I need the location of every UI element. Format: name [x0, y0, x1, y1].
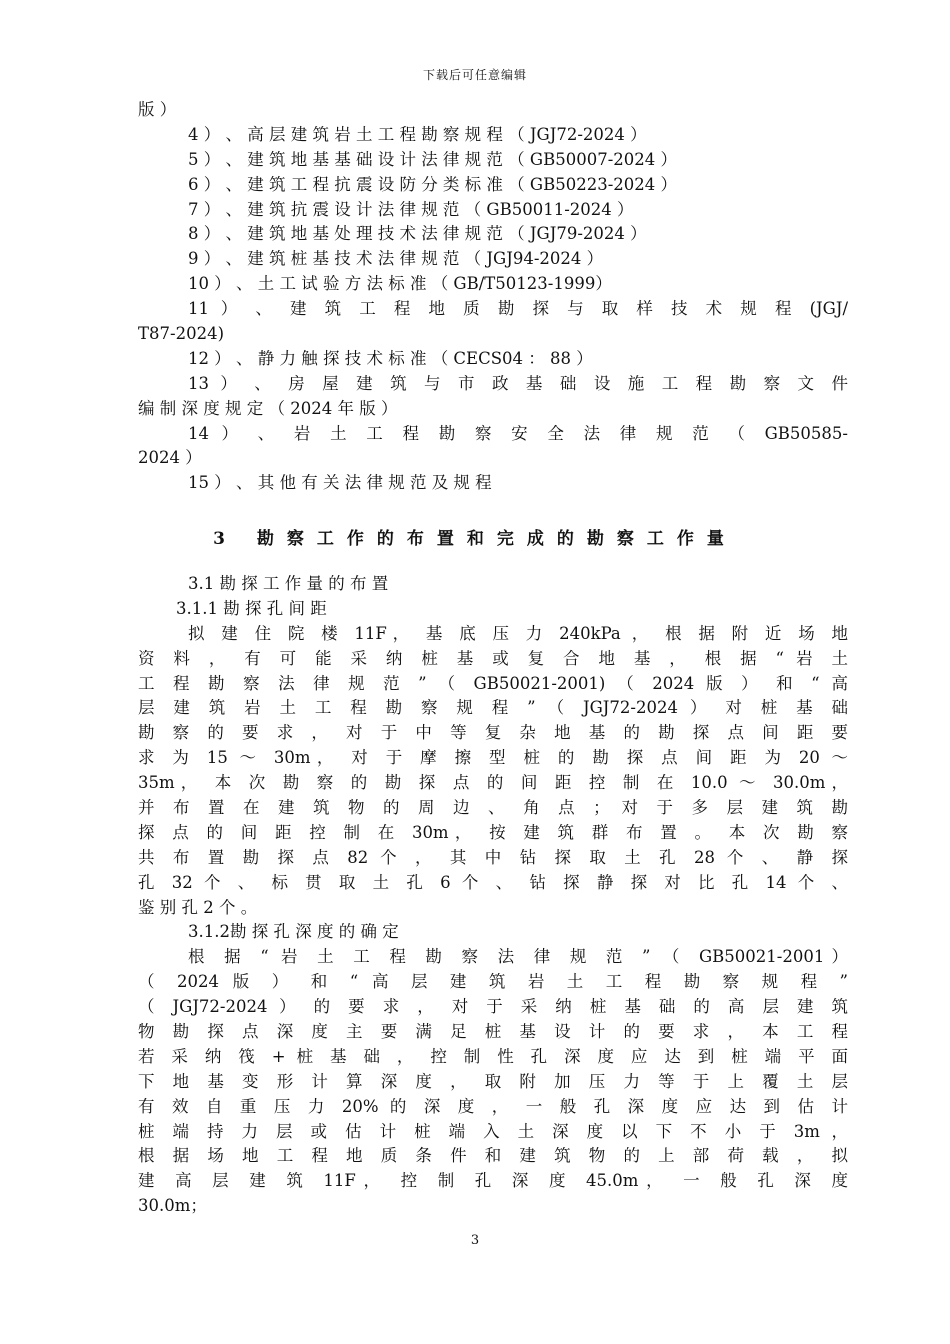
- list-item: 13 ） 、 房 屋 建 筑 与 市 政 基 础 设 施 工 程 勘 察 文 件: [188, 373, 848, 393]
- paragraph-line: 35m， 本 次 勘 察 的 勘 探 点 的 间 距 控 制 在 10.0 ～ 30.0m，: [138, 773, 848, 793]
- paragraph-line: 根 据 “ 岩 土 工 程 勘 察 法 律 规 范 ” （ GB50021-2001）: [188, 947, 848, 967]
- paragraph-line: 求 为 15 ～ 30m， 对 于 摩 擦 型 桩 的 勘 探 点 间 距 为 20 ～: [138, 748, 848, 768]
- paragraph-line: 拟 建 住 院 楼 11F， 基 底 压 力 240kPa ， 根 据 附 近 场 地: [188, 623, 848, 643]
- body-text: [138, 572, 848, 1219]
- list-item: 10 ） 、 土 工 试 验 方 法 标 准 （ GB/T50123-1999）: [188, 274, 612, 294]
- list-item: 11 ） 、 建 筑 工 程 地 质 勘 探 与 取 样 技 术 规 程 (JGJ/: [188, 299, 848, 319]
- page-number: 3: [470, 1233, 480, 1248]
- paragraph-line: 探 点 的 间 距 控 制 在 30m， 按 建 筑 群 布 置 。 本 次 勘 察: [138, 822, 848, 842]
- list-item: 7 ） 、 建 筑 抗 震 设 计 法 律 规 范 （ GB50011-2024 ）: [188, 199, 634, 219]
- subsection-title: 3.1 勘 探 工 作 量 的 布 置: [188, 574, 389, 593]
- paragraph-line: 层 建 筑 岩 土 工 程 勘 察 规 程 ” （ JGJ72-2024 ） 对 桩 基 础: [138, 698, 848, 718]
- paragraph-line: 桩 端 持 力 层 或 估 计 桩 端 入 土 深 度 以 下 不 小 于 3m ，: [138, 1121, 848, 1141]
- list-item: 2024 ）: [138, 448, 202, 468]
- list-item: 8 ） 、 建 筑 地 基 处 理 技 术 法 律 规 范 （ JGJ79-2024 ）: [188, 224, 647, 244]
- page-header-note: 下载后可任意编辑: [422, 68, 527, 82]
- paragraph-line: 有 效 自 重 压 力 20% 的 深 度 ， 一 般 孔 深 度 应 达 到 估 计: [138, 1096, 848, 1116]
- paragraph-line: 鉴 别 孔 2 个 。: [138, 897, 258, 917]
- list-item: T87-2024): [138, 324, 225, 344]
- paragraph-line: 共 布 置 勘 探 点 82 个 ， 其 中 钻 探 取 土 孔 28 个 、 静 探: [138, 847, 848, 867]
- paragraph-line: （ 2024 版 ） 和 “ 高 层 建 筑 岩 土 工 程 勘 察 规 程 ”: [138, 972, 848, 992]
- paragraph-line: （ JGJ72-2024 ） 的 要 求 ， 对 于 采 纳 桩 基 础 的 高 层 建 筑: [138, 997, 848, 1017]
- list-item: 版 ）: [138, 100, 177, 119]
- paragraph-line: 并 布 置 在 建 筑 物 的 周 边 、 角 点 ； 对 于 多 层 建 筑 勘: [138, 798, 848, 818]
- list-item: 12 ） 、 静 力 触 探 技 术 标 准 （ CECS04 ： 88 ）: [188, 348, 593, 368]
- paragraph-line: 勘 察 的 要 求 ， 对 于 中 等 复 杂 地 基 的 勘 探 点 间 距 要: [138, 723, 848, 743]
- list-item: 9 ） 、 建 筑 桩 基 技 术 法 律 规 范 （ JGJ94-2024 ）: [188, 249, 604, 269]
- list-item: 14 ） 、 岩 土 工 程 勘 察 安 全 法 律 规 范 （ GB50585-: [188, 423, 848, 443]
- list-item: 6 ） 、 建 筑 工 程 抗 震 设 防 分 类 标 准 （ GB50223-2024 ）: [188, 174, 678, 194]
- paragraph-line: 若 采 纳 筏 + 桩 基 础 ， 控 制 性 孔 深 度 应 达 到 桩 端 平 面: [138, 1046, 848, 1066]
- subsection-title: 3.1.2勘 探 孔 深 度 的 确 定: [188, 922, 399, 942]
- paragraph-line: 孔 32 个 、 标 贯 取 土 孔 6 个 、 钻 探 静 探 对 比 孔 14 个 、: [138, 872, 848, 892]
- paragraph-line: 资 料 ， 有 可 能 采 纳 桩 基 或 复 合 地 基 ， 根 据 “ 岩 土: [138, 648, 848, 668]
- section-heading: 3 勘察工作的布置和完成的勘察工作量: [213, 529, 737, 549]
- list-item: 4 ） 、 高 层 建 筑 岩 土 工 程 勘 察 规 程 （ JGJ72-2024 ）: [188, 124, 647, 144]
- subsection-title: 3.1.1 勘 探 孔 间 距: [176, 598, 327, 618]
- paragraph-line: 物 勘 探 点 深 度 主 要 满 足 桩 基 设 计 的 要 求 ， 本 工 程: [138, 1022, 848, 1042]
- paragraph-line: 工 程 勘 察 法 律 规 范 ” （ GB50021-2001) （ 2024 版 ） 和 “ 高: [138, 673, 848, 693]
- paragraph-line: 30.0m；: [138, 1196, 207, 1216]
- paragraph-line: 下 地 基 变 形 计 算 深 度 ， 取 附 加 压 力 等 于 上 覆 土 层: [138, 1071, 848, 1091]
- reference-list: [138, 98, 848, 496]
- list-item: 编 制 深 度 规 定 （ 2024 年 版 ）: [138, 398, 398, 418]
- list-item: 5 ） 、 建 筑 地 基 基 础 设 计 法 律 规 范 （ GB50007-2024 ）: [188, 149, 678, 169]
- paragraph-line: 根 据 场 地 工 程 地 质 条 件 和 建 筑 物 的 上 部 荷 载 ， 拟: [138, 1146, 848, 1166]
- list-item: 15 ） 、 其 他 有 关 法 律 规 范 及 规 程: [188, 473, 492, 493]
- paragraph-line: 建 高 层 建 筑 11F， 控 制 孔 深 度 45.0m， 一 般 孔 深 度: [138, 1171, 848, 1191]
